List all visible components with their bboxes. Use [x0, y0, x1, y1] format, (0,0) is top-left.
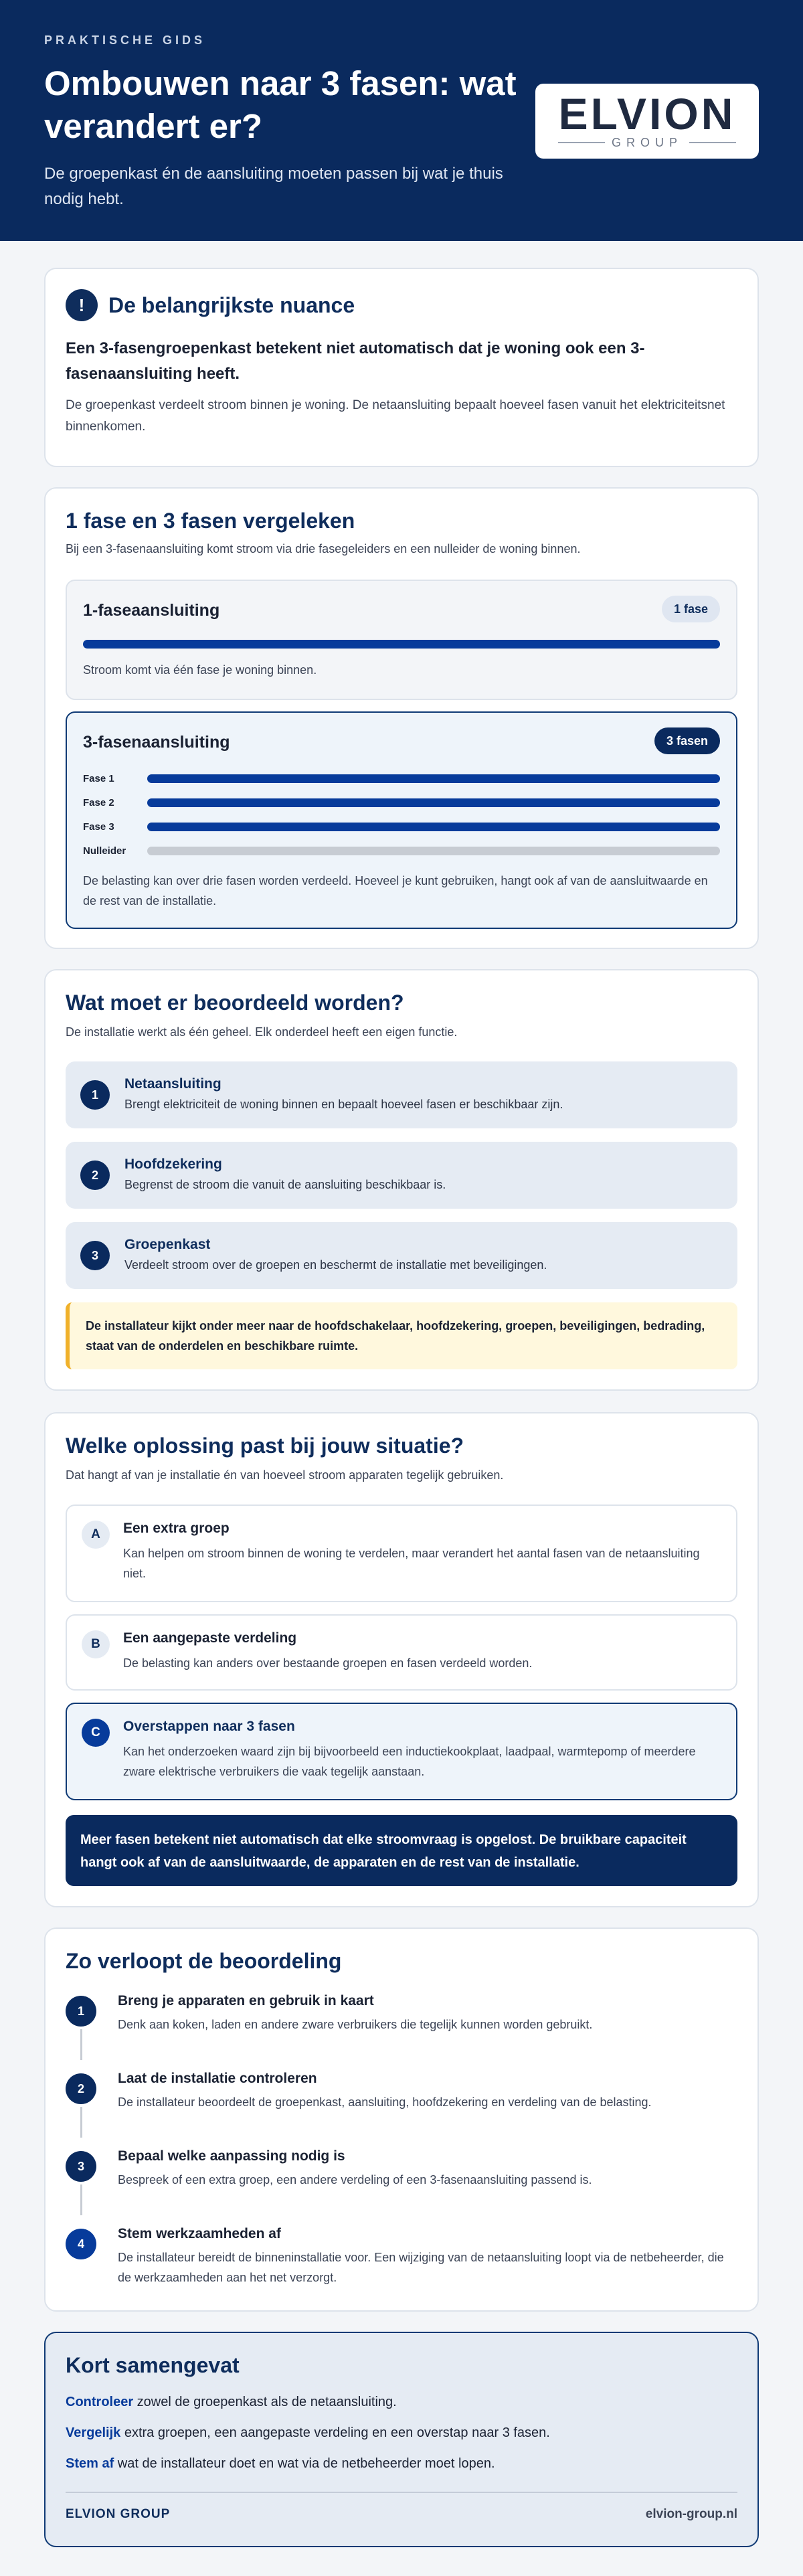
step-title: Laat de installatie controleren [118, 2071, 317, 2086]
step-text: Denk aan koken, laden en andere zware verbruikers die tegelijk kunnen worden gebruikt. [118, 2018, 593, 2031]
phase-row-label: Fase 1 [83, 773, 114, 784]
summary-text: extra groepen, een aangepaste verdeling en een overstap naar 3 fasen. [120, 2425, 550, 2440]
three-phase-badge: 3 fasen [654, 727, 720, 754]
option-text: Kan het onderzoeken waard zijn bij bijvoorbeeld een inductiekookplaat, laadpaal, warmtepomp of meerdere zware elektrische verbruikers die vaak tegelijk aanstaan. [123, 1745, 696, 1778]
page-title: Ombouwen naar 3 fasen: wat verandert er? [44, 64, 517, 145]
single-phase-box [66, 580, 737, 700]
footer-brand: ELVION GROUP [66, 2507, 171, 2521]
process-steps-card [44, 1927, 759, 2312]
single-phase-note: Stroom komt via één fase je woning binnen. [83, 663, 317, 677]
option-text: Kan helpen om stroom binnen de woning te verdelen, maar verandert het aantal fasen van de netaansluiting niet. [123, 1547, 700, 1580]
step-connector [80, 2029, 82, 2060]
option-title: Overstappen naar 3 fasen [123, 1719, 295, 1734]
exclamation-icon: ! [66, 289, 98, 321]
options-title: Welke oplossing past bij jouw situatie? [66, 1434, 464, 1458]
step-title: Breng je apparaten en gebruik in kaart [118, 1993, 374, 2008]
website-link[interactable]: elvion-group.nl [645, 2507, 737, 2521]
number-badge: 1 [80, 1080, 110, 1110]
summary-item [66, 2425, 550, 2441]
installer-check-callout: De installateur kijkt onder meer naar de hoofdschakelaar, hoofdzekering, groepen, beveiligingen, bedrading, staat van de onderdelen en beschikbare ruimte. [66, 1302, 737, 1369]
phase-bar [147, 798, 720, 807]
step-number-badge: 2 [66, 2073, 96, 2104]
step-text: De installateur beoordeelt de groepenkast, aansluiting, hoofdzekering en verdeling van de belasting. [118, 2095, 652, 2109]
summary-card [44, 2332, 759, 2547]
step-title: Stem werkzaamheden af [118, 2226, 281, 2241]
eyebrow-label: PRAKTISCHE GIDS [44, 33, 206, 47]
step-connector [80, 2107, 82, 2138]
assessment-item [66, 1061, 737, 1128]
step-title: Bepaal welke aanpassing nodig is [118, 2148, 345, 2164]
summary-title: Kort samengevat [66, 2353, 240, 2377]
assessment-item [66, 1222, 737, 1289]
logo-subtext: GROUP [611, 135, 683, 149]
assess-lead: De installatie werkt als één geheel. Elk onderdeel heeft een eigen functie. [66, 1025, 458, 1039]
option-letter-badge: C [82, 1719, 110, 1747]
assessment-item-text: Brengt elektriciteit de woning binnen en bepaalt hoeveel fasen er beschikbaar zijn. [124, 1098, 563, 1111]
option-three-phase[interactable] [66, 1703, 737, 1800]
solutions-card [44, 1412, 759, 1907]
neutral-bar [147, 847, 720, 855]
step-number-badge: 3 [66, 2151, 96, 2182]
summary-text: zowel de groepenkast als de netaansluiting. [133, 2395, 397, 2409]
three-phase-box [66, 711, 737, 929]
option-letter-badge: B [82, 1630, 110, 1658]
option-text: De belasting kan anders over bestaande groepen en fasen verdeeld worden. [123, 1656, 533, 1670]
phase-row-label: Nulleider [83, 845, 126, 857]
summary-keyword: Controleer [66, 2395, 134, 2409]
phase-bar [83, 640, 720, 649]
option-title: Een extra groep [123, 1521, 230, 1536]
number-badge: 3 [80, 1241, 110, 1270]
assessment-item-title: Hoofdzekering [124, 1156, 222, 1172]
compare-title: 1 fase en 3 fasen vergeleken [66, 509, 355, 533]
steps-title: Zo verloopt de beoordeling [66, 1949, 342, 1973]
nuance-explanation: De groepenkast verdeelt stroom binnen je woning. De netaansluiting bepaalt hoeveel fasen vanuit het elektriciteitsnet binnenkomen. [66, 398, 725, 434]
phase-compare-card [44, 487, 759, 949]
number-badge: 2 [80, 1161, 110, 1190]
option-title: Een aangepaste verdeling [123, 1630, 297, 1646]
step-connector [80, 2184, 82, 2215]
assessment-item [66, 1142, 737, 1209]
hero-banner [0, 0, 803, 241]
step-text: De installateur bereidt de binneninstallatie voor. Een wijziging van de netaansluiting loopt via de netbeheerder, die de werkzaamheden aan het net verzorgt. [118, 2251, 724, 2284]
assessment-item-text: Verdeelt stroom over de groepen en beschermt de installatie met beveiligingen. [124, 1258, 547, 1272]
nuance-title: De belangrijkste nuance [108, 292, 355, 317]
assess-title: Wat moet er beoordeeld worden? [66, 991, 404, 1015]
single-phase-badge: 1 fase [662, 596, 720, 622]
page-subtitle: De groepenkast én de aansluiting moeten passen bij wat je thuis nodig hebt. [44, 165, 503, 208]
brand-logo [535, 84, 759, 159]
assessment-card [44, 969, 759, 1391]
assessment-item-title: Groepenkast [124, 1237, 211, 1252]
summary-item [66, 2395, 397, 2410]
assessment-item-title: Netaansluiting [124, 1076, 221, 1092]
logo-divider [558, 142, 605, 143]
option-letter-badge: A [82, 1521, 110, 1549]
step-number-badge: 4 [66, 2229, 96, 2259]
summary-keyword: Stem af [66, 2456, 114, 2471]
three-phase-note: De belasting kan over drie fasen worden verdeeld. Hoeveel je kunt gebruiken, hangt ook af van de aansluitwaarde en de rest van de installatie. [83, 874, 708, 908]
three-phase-title: 3-fasenaansluiting [83, 733, 230, 752]
logo-divider [689, 142, 736, 143]
option-adjusted-distribution[interactable] [66, 1614, 737, 1691]
step-text: Bespreek of een extra groep, een andere verdeling of een 3-fasenaansluiting passend is. [118, 2173, 592, 2186]
compare-lead: Bij een 3-fasenaansluiting komt stroom via drie fasegeleiders en een nulleider de woning binnen. [66, 542, 581, 555]
options-lead: Dat hangt af van je installatie én van hoeveel stroom apparaten tegelijk gebruiken. [66, 1468, 504, 1482]
phase-bar [147, 774, 720, 783]
phase-bar [147, 823, 720, 831]
divider [66, 2492, 737, 2493]
summary-item [66, 2456, 495, 2472]
step-number-badge: 1 [66, 1996, 96, 2027]
single-phase-title: 1-faseaansluiting [83, 601, 220, 620]
capacity-callout: Meer fasen betekent niet automatisch dat elke stroomvraag is opgelost. De bruikbare capaciteit hangt ook af van de aansluitwaarde, de apparaten en de rest van de installatie. [66, 1815, 737, 1886]
phase-row-label: Fase 2 [83, 797, 114, 808]
nuance-statement: Een 3-fasengroepenkast betekent niet automatisch dat je woning ook een 3-fasenaansluiting heeft. [66, 339, 645, 383]
summary-text: wat de installateur doet en wat via de netbeheerder moet lopen. [114, 2456, 495, 2471]
logo-wordmark: ELVION [558, 88, 736, 139]
option-extra-group[interactable] [66, 1505, 737, 1602]
phase-row-label: Fase 3 [83, 821, 114, 833]
nuance-card [44, 268, 759, 467]
assessment-item-text: Begrenst de stroom die vanuit de aansluiting beschikbaar is. [124, 1178, 446, 1191]
summary-keyword: Vergelijk [66, 2425, 121, 2440]
